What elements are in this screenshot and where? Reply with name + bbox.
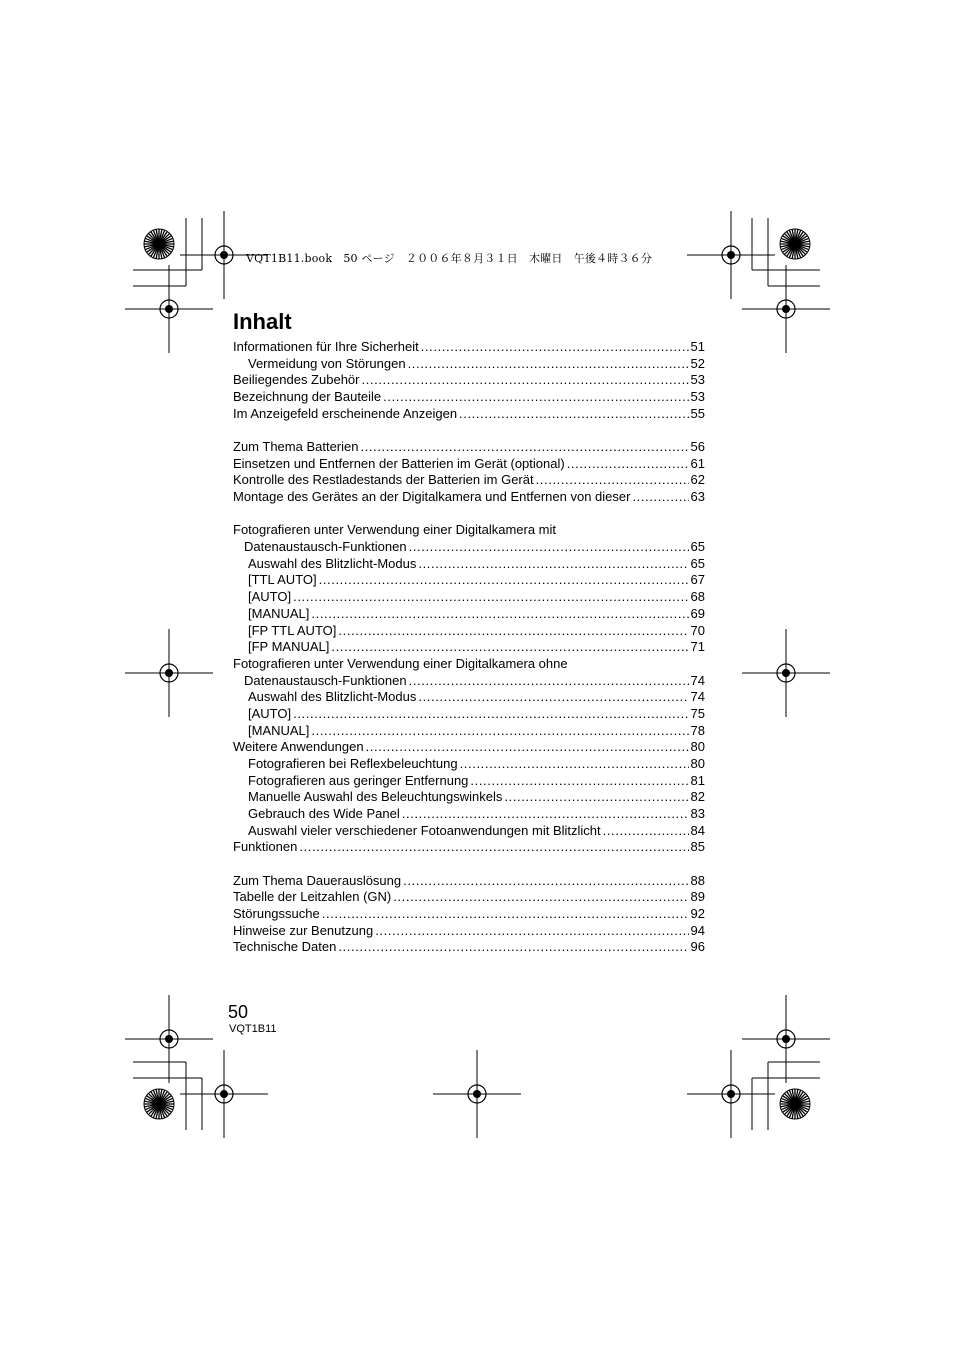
toc-entry-page: 55 xyxy=(690,405,705,421)
toc-leader-dots xyxy=(403,873,688,890)
toc-entry-label: Datenaustausch-Funktionen xyxy=(244,539,407,555)
toc-leader-dots xyxy=(409,539,689,556)
toc-leader-dots xyxy=(383,389,688,406)
toc-entry xyxy=(233,689,705,706)
toc-entry-label: Tabelle der Leitzahlen (GN) xyxy=(233,889,392,905)
toc-entry-page: 53 xyxy=(690,389,705,405)
toc-entry xyxy=(233,756,705,773)
toc-entry xyxy=(233,906,705,923)
toc-leader-dots xyxy=(322,906,689,923)
toc-entry-label: Bezeichnung der Bauteile xyxy=(233,389,382,405)
toc-entry-label: Kontrolle des Restladestands der Batterien im Gerät xyxy=(233,472,534,488)
toc-leader-dots xyxy=(293,589,688,606)
toc-entry-page: 84 xyxy=(690,822,705,838)
toc-leader-dots xyxy=(459,406,688,423)
toc-entry xyxy=(233,572,705,589)
toc-entry-label: Zum Thema Batterien xyxy=(233,439,359,455)
toc-entry xyxy=(233,806,705,823)
toc-entry-label: [TTL AUTO] xyxy=(248,572,317,588)
toc-entry xyxy=(233,923,705,940)
toc-entry xyxy=(233,356,705,373)
toc-entry-page: 81 xyxy=(690,772,705,788)
toc-entry-page: 78 xyxy=(690,722,705,738)
toc-leader-dots xyxy=(338,623,688,640)
table-of-contents xyxy=(233,339,705,956)
toc-entry-label: Fotografieren bei Reflexbeleuchtung xyxy=(248,756,458,771)
toc-entry-page: 80 xyxy=(690,756,705,771)
toc-entry xyxy=(233,673,705,690)
toc-entry xyxy=(233,889,705,906)
toc-entry-page: 53 xyxy=(690,372,705,388)
toc-leader-dots xyxy=(402,806,689,823)
toc-entry-page: 74 xyxy=(690,672,705,688)
toc-leader-dots xyxy=(311,606,688,623)
toc-leader-dots xyxy=(421,339,689,356)
toc-entry xyxy=(233,939,705,956)
toc-entry-page: 88 xyxy=(690,872,705,888)
toc-entry-page: 75 xyxy=(690,705,705,721)
print-header-line: VQT1B11.book 50 ページ ２００６年８月３１日 木曜日 午後４時３６分 xyxy=(246,252,653,265)
toc-entry-label: [FP MANUAL] xyxy=(248,639,330,655)
toc-entry-page: 52 xyxy=(690,355,705,371)
toc-entry-page: 83 xyxy=(690,806,705,822)
toc-entry xyxy=(233,406,705,423)
toc-entry-page: 71 xyxy=(690,639,705,655)
toc-entry-label: Vermeidung von Störungen xyxy=(248,355,406,371)
toc-entry xyxy=(233,489,705,506)
toc-leader-dots xyxy=(319,572,689,589)
toc-entry-label: Technische Daten xyxy=(233,939,337,955)
toc-entry xyxy=(233,839,705,856)
toc-entry-label: Montage des Gerätes an der Digitalkamera und Entfernen von dieser xyxy=(233,489,631,505)
toc-entry xyxy=(233,439,705,456)
toc-entry-label: Manuelle Auswahl des Beleuchtungswinkels xyxy=(248,789,503,805)
toc-leader-dots xyxy=(361,372,688,389)
toc-entry xyxy=(233,472,705,489)
toc-leader-dots xyxy=(408,356,689,373)
toc-entry-label: [MANUAL] xyxy=(248,605,310,621)
toc-entry-page: 65 xyxy=(690,555,705,571)
toc-leader-dots xyxy=(409,673,689,690)
toc-entry xyxy=(233,539,705,556)
toc-leader-dots xyxy=(632,489,688,506)
toc-leader-dots xyxy=(418,556,688,573)
toc-leader-dots xyxy=(366,739,689,756)
toc-leader-dots xyxy=(331,639,688,656)
toc-entry-page: 62 xyxy=(690,472,705,488)
toc-entry-page: 51 xyxy=(690,339,705,354)
page-code: VQT1B11 xyxy=(229,1023,277,1035)
toc-entry-page: 74 xyxy=(690,689,705,705)
toc-entry-label: Fotografieren unter Verwendung einer Digitalkamera ohne xyxy=(233,655,568,671)
toc-entry xyxy=(233,389,705,406)
toc-entry xyxy=(233,606,705,623)
toc-entry-label: Fotografieren aus geringer Entfernung xyxy=(248,772,469,788)
toc-entry-label: Datenaustausch-Funktionen xyxy=(244,672,407,688)
toc-entry-label: Zum Thema Dauerauslösung xyxy=(233,872,402,888)
toc-entry xyxy=(233,456,705,473)
toc-entry xyxy=(233,556,705,573)
toc-entry-page: 56 xyxy=(690,439,705,455)
toc-entry-label: Auswahl des Blitzlicht-Modus xyxy=(248,689,417,705)
toc-leader-dots xyxy=(338,939,688,956)
toc-entry xyxy=(233,723,705,740)
toc-entry-label: Informationen für Ihre Sicherheit xyxy=(233,339,419,354)
toc-entry-label: [AUTO] xyxy=(248,589,292,605)
toc-entry xyxy=(233,639,705,656)
toc-entry xyxy=(233,823,705,840)
toc-entry-page: 61 xyxy=(690,455,705,471)
toc-entry-page: 82 xyxy=(690,789,705,805)
toc-entry xyxy=(233,773,705,790)
toc-entry xyxy=(233,739,705,756)
toc-entry-page: 70 xyxy=(690,622,705,638)
toc-leader-dots xyxy=(293,706,688,723)
toc-entry-page: 69 xyxy=(690,605,705,621)
toc-entry-page: 80 xyxy=(690,739,705,755)
toc-leader-dots xyxy=(603,823,689,840)
toc-entry-label: Einsetzen und Entfernen der Batterien im Gerät (optional) xyxy=(233,455,565,471)
toc-entry-page: 89 xyxy=(690,889,705,905)
toc-entry-label: Auswahl des Blitzlicht-Modus xyxy=(248,555,417,571)
page-title: Inhalt xyxy=(233,309,292,334)
toc-entry-page: 68 xyxy=(690,589,705,605)
toc-entry-label: Störungssuche xyxy=(233,906,320,922)
toc-leader-dots xyxy=(360,439,688,456)
toc-entry-label: [FP TTL AUTO] xyxy=(248,622,337,638)
toc-leader-dots xyxy=(567,456,689,473)
toc-leader-dots xyxy=(504,789,688,806)
toc-leader-dots xyxy=(470,773,688,790)
toc-entry-page: 85 xyxy=(690,839,705,855)
toc-entry-label: Funktionen xyxy=(233,839,298,855)
toc-entry xyxy=(233,706,705,723)
toc-entry-page: 63 xyxy=(690,489,705,505)
toc-entry-label: Fotografieren unter Verwendung einer Digitalkamera mit xyxy=(233,522,557,538)
toc-entry-label: Beiliegendes Zubehör xyxy=(233,372,360,388)
toc-entry-label: Gebrauch des Wide Panel xyxy=(248,806,400,822)
toc-entry xyxy=(233,656,705,673)
toc-entry xyxy=(233,589,705,606)
toc-leader-dots xyxy=(375,923,688,940)
toc-entry xyxy=(233,372,705,389)
page-number: 50 xyxy=(228,1002,249,1022)
toc-leader-dots xyxy=(460,756,689,773)
toc-leader-dots xyxy=(536,472,689,489)
toc-entry xyxy=(233,623,705,640)
toc-entry-label: Auswahl vieler verschiedener Fotoanwendungen mit Blitzlicht xyxy=(248,822,601,838)
toc-entry-label: Weitere Anwendungen xyxy=(233,739,364,755)
toc-entry-label: [MANUAL] xyxy=(248,722,310,738)
toc-leader-dots xyxy=(418,689,688,706)
toc-entry-label: [AUTO] xyxy=(248,705,292,721)
toc-entry xyxy=(233,522,705,539)
toc-entry xyxy=(233,789,705,806)
toc-entry xyxy=(233,339,705,356)
toc-entry-page: 67 xyxy=(690,572,705,588)
toc-leader-dots xyxy=(299,839,688,856)
toc-entry xyxy=(233,873,705,890)
toc-entry-page: 96 xyxy=(690,939,705,955)
toc-entry-page: 92 xyxy=(690,906,705,922)
toc-entry-page: 65 xyxy=(690,539,705,555)
toc-leader-dots xyxy=(311,723,688,740)
toc-leader-dots xyxy=(393,889,688,906)
toc-entry-page: 94 xyxy=(690,922,705,938)
toc-entry-label: Hinweise zur Benutzung xyxy=(233,922,374,938)
toc-entry-label: Im Anzeigefeld erscheinende Anzeigen xyxy=(233,405,458,421)
